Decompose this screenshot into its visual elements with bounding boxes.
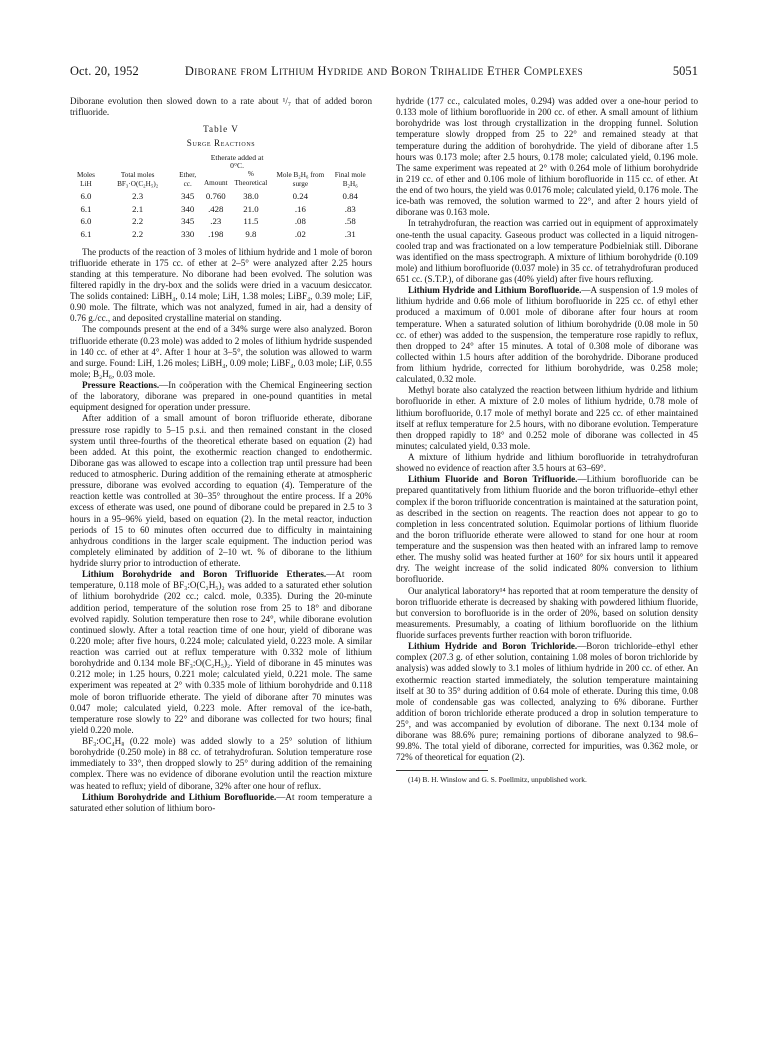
section-heading: Lithium Hydride and Lithium Borofluoride.	[408, 285, 582, 296]
surge-reactions-table	[70, 154, 372, 241]
header-title: Diborane from Lithium Hydride and Boron Trihalide Ether Complexes	[184, 64, 584, 78]
paragraph: The products of the reaction of 3 moles of lithium hydride and 1 mole of boron trifluoride etherate in 175 cc. of ether at 2–5° were analyzed after 2.25 hours standing at this temperature. No diborane had been evolved. The solution was filtered rapidly in the dry-box and the solids were dried in a vacuum desiccator. The solids contained: LiBH₄, 0.14 mole; LiH, 1.38 moles; LiBF₄, 0.39 mole; LiF, 0.90 mole. The filtrate, which was not analyzed, fumed in air, had a density of 0.76 g./cc., and deposited crystalline material on standing.	[70, 246, 372, 324]
table-cell: 2.1	[132, 203, 144, 214]
table-cell: 2.3	[132, 191, 144, 202]
paragraph-text: —In coöperation with the Chemical Engineering section of the laboratory, diborane was prepared in one-pound quantities in metal equipment designed for operation under pressure.	[70, 380, 372, 413]
table-caption: Table V	[203, 124, 239, 135]
table-cell: 2.2	[132, 216, 144, 227]
table-group-header: Etherate added at 0°C.	[210, 152, 264, 170]
table-header-cell: Amount	[203, 178, 228, 187]
table-cell: 330	[181, 228, 195, 239]
table-cell: 0.84	[342, 191, 358, 202]
paragraph: BF₃:OC₄H₈ (0.22 mole) was added slowly to a 25° solution of lithium borohydride (0.250 mole) in 88 cc. of tetrahydrofuran. Solution temperature rose immediately to 33°, then dropped slowly to 25° during addition of the remaining complex. There was no evidence of diborane evolution until the reaction mixture was heated to reflux; yield of diborane, 32% after one hour of reflux.	[70, 736, 372, 791]
table-cell: 0.760	[205, 191, 226, 202]
header-date: Oct. 20, 1952	[70, 64, 139, 78]
paragraph-text: —Boron trichloride–ethyl ether complex (207.3 g. of ether solution, containing 1.08 moles of boron trichloride by analysis) was added slowly to 3.1 moles of lithium hydride in 200 cc. of ether. An exothermic reaction started immediately, the solution temperature maintaining itself at 30 to 35° during addition of 0.64 mole of etherate. During this time, 0.08 mole of condensable gas was collected, analyzing to 6% diborane. Further addition of boron trichloride etherate produced a drop in solution temperature to 25°, and was accompanied by evolution of diborane. The next 0.134 mole of diborane was 88.6% pure; remaining portions of diborane analyzed to 98.6–99.8%. The total yield of diborane, corrected for impurities, was 0.362 mole, or 72% of theoretical for equation (2).	[396, 641, 698, 763]
table-cell: .428	[208, 203, 224, 214]
footnote-divider	[396, 770, 488, 771]
table-cell: 6.1	[80, 203, 92, 214]
table-cell: .16	[294, 203, 306, 214]
paragraph: Diborane evolution then slowed down to a rate about ¹/₇ that of added boron trifluoride.	[70, 96, 372, 118]
section-heading: Pressure Reactions.	[82, 380, 160, 390]
paragraph: After addition of a small amount of boron trifluoride etherate, diborane pressure rose rapidly to 5–15 p.s.i. and then remained constant in the closed system until three-fourths of the theoretical etherate based on equation (2) had been added. At this point, the exothermic reaction changed to endothermic. Diborane gas was allowed to escape into a collection trap until pressure had been reduced to atmospheric. During addition of the remaining etherate at atmospheric pressure, diborane was evolved according to equation (4). Temperature of the reaction kettle was controlled at 30–35° throughout the entire process. If a 20% excess of etherate was used, one pound of diborane could be prepared in 2.5 to 3 hours in a 95–96% yield, based on equation (2). In the metal reactor, induction periods of 15 to 60 minutes often occurred due to difficulty in maintaining anhydrous conditions in the larger scale equipment. The induction period was completely eliminated by addition of 2–10 wt. % of diborane to the lithium hydride slurry prior to introduction of etherate.	[70, 413, 372, 568]
table-cell: 2.2	[132, 228, 144, 239]
left-column	[70, 96, 372, 1026]
table-header-cell: Moles LiH	[76, 171, 95, 188]
running-header	[70, 64, 698, 80]
table-row	[70, 190, 372, 203]
paragraph	[396, 641, 698, 763]
table-cell: 345	[181, 216, 195, 227]
paragraph	[70, 792, 372, 814]
paragraph: The compounds present at the end of a 34% surge were also analyzed. Boron trifluoride etherate (0.23 mole) was added to 2 moles of lithium hydride suspended in 140 cc. of ether at 4°. After 1 hour at 3–5°, the solution was allowed to warm and surge. Found: LiH, 1.26 moles; LiBH₄, 0.09 mole; LiBF₄, 0.03 mole; LiF, 0.55 mole; B₂H₆, 0.03 mole.	[70, 324, 372, 379]
paragraph	[70, 569, 372, 736]
page-number: 5051	[672, 64, 698, 78]
paragraph: Methyl borate also catalyzed the reaction between lithium hydride and lithium borofluoride in ether. A mixture of 2.0 moles of lithium hydride, 0.78 mole of lithium borofluoride, 0.17 mole of methyl borate and 225 cc. of ether maintained itself at reflux temperature for 2.5 hours, with no diborane evolution. Temperature then dropped rapidly to 18° and 0.252 mole of diborane was collected in 45 minutes; calculated yield, 0.33 mole.	[396, 385, 698, 451]
table-header-cell: Final mole B₂H₆	[334, 171, 366, 188]
table-cell: .31	[344, 228, 356, 239]
table-cell: 345	[181, 191, 195, 202]
table-row	[70, 228, 372, 241]
paragraph: Our analytical laboratory¹⁴ has reported that at room temperature the density of boron trifluoride etherate is decreased by shaking with powdered lithium fluoride, but conversion to borofluoride is in the order of 20%, based on solution density measurements. Presumably, a coating of lithium borofluoride on the lithium fluoride surfaces prevents further reaction with boron trifluoride.	[396, 585, 698, 640]
table-header-cell: % Theoretical	[234, 170, 268, 187]
table-body	[70, 190, 372, 240]
table-cell: 11.5	[243, 216, 259, 227]
table-cell: 9.8	[245, 228, 257, 239]
table-header-cell: Total moles BF₃·O(C₂H₅)₂	[117, 171, 159, 188]
paragraph-text: —At room temperature a saturated ether solution of lithium boro-	[70, 791, 372, 813]
table-header-cell: Ether, cc.	[179, 171, 197, 188]
right-column	[396, 96, 698, 1026]
paragraph	[396, 285, 698, 385]
table-cell: 21.0	[243, 203, 259, 214]
table-row	[70, 203, 372, 216]
paragraph: hydride (177 cc., calculated moles, 0.294) was added over a one-hour period to 0.133 mole of lithium borofluoride in 200 cc. of ether. A small amount of lithium borohydride was lost through crystallization in the dropping funnel. Solution temperature slowly dropped from 25 to 22° and remained steady at that temperature during the addition of borohydride. The yield of diborane after 1.5 hours was 0.173 mole; after 2.5 hours, 0.178 mole; calculated yield, 0.196 mole. The same experiment was repeated at 2° with 0.264 mole of lithium borohydride in 219 cc. of ether and 0.106 mole of lithium borofluoride in 115 cc. of ether. At the end of two hours, the yield was 0.0176 mole; calculated yield, 0.176 mole. The ice-bath was removed, the solution warmed to 22°, and after 2 hours yield of diborane was 0.163 mole.	[396, 96, 698, 218]
paragraph	[70, 380, 372, 413]
table-cell: .08	[294, 216, 306, 227]
paragraph: A mixture of lithium hydride and lithium borofluoride in tetrahydrofuran showed no evidence of reaction after 3.5 hours at 63–69°.	[396, 452, 698, 474]
section-heading: Lithium Fluoride and Boron Trifluoride.	[408, 474, 578, 485]
table-cell: 340	[181, 203, 195, 214]
section-heading: Lithium Borohydride and Boron Trifluoride Etherates.	[82, 569, 327, 580]
table-subtitle: Surge Reactions	[186, 138, 256, 149]
table-cell: .198	[208, 228, 224, 239]
table-cell: 6.0	[80, 191, 92, 202]
paragraph	[396, 474, 698, 585]
table-row	[70, 215, 372, 228]
table-cell: .02	[294, 228, 306, 239]
paragraph-text: —At room temperature, 0.118 mole of BF₃:O(C₂H₅)₂ was added to a saturated ether solution of lithium borohydride (202 cc.; calcd. mole, 0.335). During the 20-minute addition period, temperature of the solution rose from 25 to 18° and diborane evolved rapidly. Solution temperature then rose to 24°, while diborane evolution continued slowly. After a total reaction time of one hour, yield of diborane was 0.220 mole; after five hours, 0.224 mole; calculated yield, 0.223 mole. A similar reaction was carried out at reflux temperature with 0.332 mole of lithium borohydride and 0.134 mole BF₃:O(C₂H₅)₂. Yield of diborane in 45 minutes was 0.212 mole; in 1.25 hours, 0.221 mole; calculated yield, 0.221 mole. The same experiment was repeated at 2° with 0.335 mole of lithium borohydride and 0.118 mole of boron trifluoride etherate. The yield of diborane after 70 minutes was 0.047 mole; calculated yield, 0.223 mole. After removal of the ice-bath, temperature rose slowly to 22° and diborane was collected for two hours; final yield 0.220 mole.	[70, 569, 372, 735]
table-cell: 38.0	[243, 191, 259, 202]
paragraph: In tetrahydrofuran, the reaction was carried out in equipment of approximately one-tenth the usual capacity. Gaseous product was collected in a liquid nitrogen-cooled trap and was fractionated on a low temperature Podbielniak still. Diborane was identified on the mass spectrograph. A mixture of lithium borohydride (0.109 mole) and lithium borofluoride (0.037 mole) in 35 cc. of tetrahydrofuran produced 651 cc. (S.T.P.), of diborane gas (40% yield) after five hours refluxing.	[396, 218, 698, 284]
section-heading: Lithium Borohydride and Lithium Borofluoride.	[82, 791, 277, 802]
table-cell: 6.1	[80, 228, 92, 239]
section-heading: Lithium Hydride and Boron Trichloride.	[408, 641, 578, 652]
table-header-cell: Mole B₂H₆ from surge	[276, 171, 325, 188]
paragraph-text: —A suspension of 1.9 moles of lithium hydride and 0.66 mole of lithium borofluoride in 225 cc. of ethyl ether produced a maximum of 0.001 mole of diborane after four hours at room temperature. When a saturated solution of lithium borohydride (0.08 mole in 50 cc. of ether) was added to the suspension, the temperature rose rapidly to reflux, then dropped to 24° after 15 minutes. A total of 0.308 mole of diborane was collected within 1.5 hours after addition of the borohydride. Diborane produced from lithium hydride, corrected for lithium borohydride, was 0.258 mole; calculated, 0.32 mole.	[396, 285, 698, 385]
table-cell: .58	[344, 216, 356, 227]
journal-page	[70, 0, 698, 1059]
footnote: (14) B. H. Winslow and G. S. Poellmitz, unpublished work.	[408, 774, 587, 784]
table-cell: 6.0	[80, 216, 92, 227]
paragraph-text: —Lithium borofluoride can be prepared quantitatively from lithium fluoride and the boron trifluoride–ethyl ether complex if the boron trifluoride concentration is maintained at the saturation point, as described in the section on reagents. The reaction does not appear to go to completion in less concentrated solution. Equimolar portions of lithium fluoride and the boron trifluoride etherate were allowed to stand for one hour at room temperature and the suspension was then heated with an infrared lamp to remove ether. The mushy solid was heated further at 160° for six hours until it appeared dry. The weight increase of the solid indicated 80% conversion to lithium borofluoride.	[396, 474, 698, 585]
table-cell: .23	[210, 216, 222, 227]
table-cell: 0.24	[292, 191, 309, 202]
table-cell: .83	[344, 203, 356, 214]
